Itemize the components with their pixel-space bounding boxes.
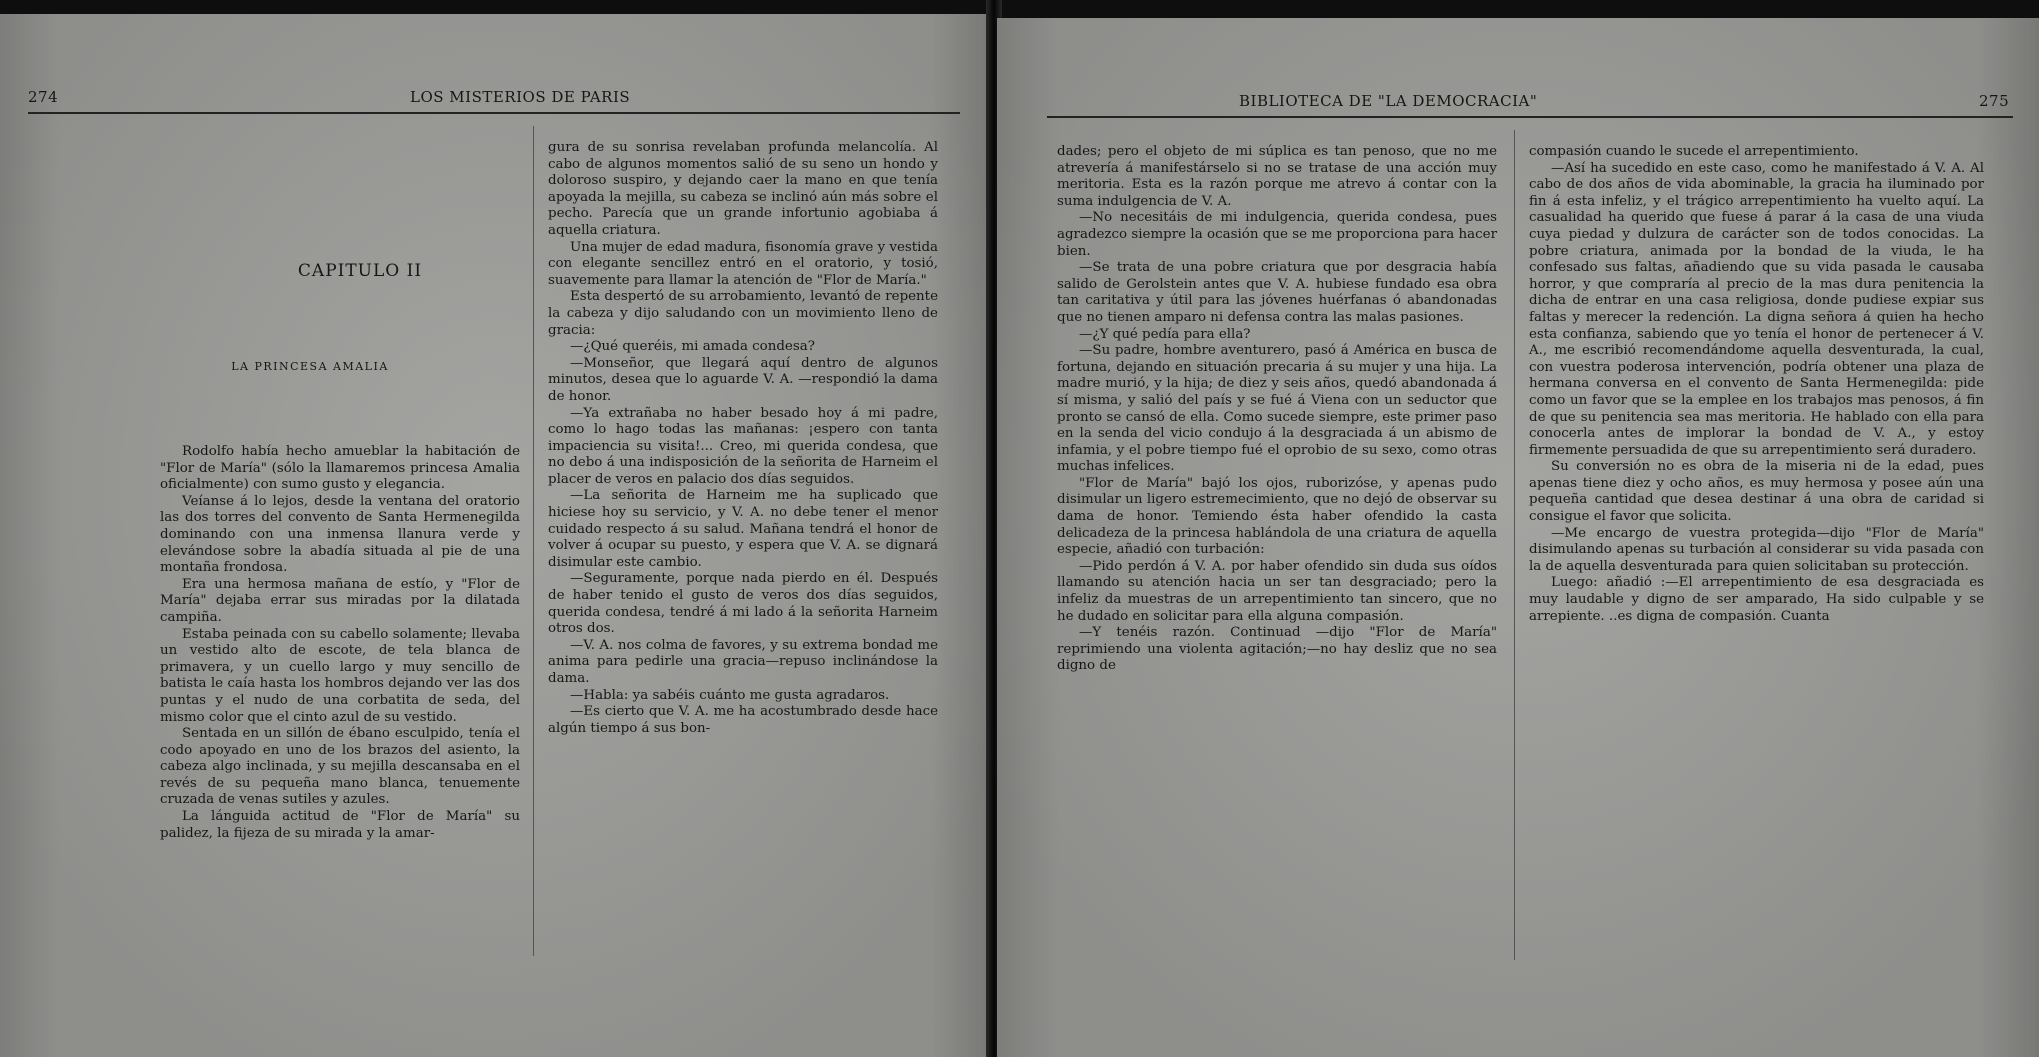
- paragraph: Esta despertó de su arrobamiento, levantó de repente la cabeza y dijo saludando con un movimiento lleno de gracia:: [548, 289, 938, 338]
- paragraph: Sentada en un sillón de ébano esculpido, tenía el codo apoyado en uno de los brazos del asiento, la cabeza algo inclinada, y su mejilla descansaba en el revés de su pequeña mano blanca, tenuemente cruzada de venas sutiles y azules.: [160, 726, 520, 808]
- chapter-heading: CAPITULO II: [297, 261, 423, 281]
- right-running-title: BIBLIOTECA DE "LA DEMOCRACIA": [1239, 92, 1538, 110]
- paragraph: —Monseñor, que llegará aquí dentro de algunos minutos, desea que lo aguarde V. A. —respondió la dama de honor.: [548, 355, 938, 404]
- paragraph: Una mujer de edad madura, fisonomía grave y vestida con elegante sencillez entró en el oratorio, y tosió, suavemente para llamar la atención de "Flor de María.": [548, 239, 938, 288]
- paragraph: —Así ha sucedido en este caso, como he manifestado á V. A. Al cabo de dos años de vida abominable, la gracia ha iluminado por fin á esta infeliz, y el trágico arrepentimiento ha vuelto aquí. La casualidad ha querido que fuese á parar á la casa de una viuda cuya piedad y dulzura de carácter son de todos conocidas. La pobre criatura, animada por la bondad de la viuda, le ha confesado sus faltas, añadiendo que su vida pasada le causaba horror, y que compraría al precio de la mas dura penitencia la dicha de entrar en una casa religiosa, donde pudiese expiar sus faltas y merecer la redención. La digna señora á quien ha hecho esta confianza, sabiendo que yo tenía el honor de pertenecer á V. A., me escribió recomendándome aquella desventurada, la cual, con vuestra poderosa intervención, podría obtener una plaza de hermana conversa en el convento de Santa Hermenegilda: pide como un favor que se la emplee en los trabajos mas penosos, á fin de que su penitencia sea mas meritoria. He hablado con ella para conocerla antes de implorar la bondad de V. A., y estoy firmemente persuadida de que su arrepentimiento será duradero.: [1529, 160, 1984, 458]
- left-running-title: LOS MISTERIOS DE PARIS: [410, 88, 631, 106]
- right-column-2: [1529, 144, 1984, 625]
- right-column-separator: [1514, 130, 1515, 960]
- paragraph: Estaba peinada con su cabello solamente; llevaba un vestido alto de escote, de tela blanca de primavera, y un cuello largo y muy sencillo de batista le caía hasta los hombros dejando ver las dos puntas y el nudo de una corbatita de seda, del mismo color que el cinto azul de su vestido.: [160, 626, 520, 725]
- right-page: [997, 18, 2039, 1057]
- left-column-1: [160, 444, 520, 842]
- paragraph: —Ya extrañaba no haber besado hoy á mi padre, como lo hago todas las mañanas: ¡espero con tanta impaciencia su visita!... Creo, mi querida condesa, que no debo á una indisposición de la señorita de Harneim el placer de veros en palacio dos días seguidos.: [548, 405, 938, 487]
- left-page: [0, 14, 990, 1057]
- paragraph: Rodolfo había hecho amueblar la habitación de "Flor de María" (sólo la llamaremos princesa Amalia oficialmente) con sumo gusto y elegancia.: [160, 444, 520, 493]
- right-column-1: [1057, 144, 1497, 675]
- paragraph: "Flor de María" bajó los ojos, ruborizóse, y apenas pudo disimular un ligero estremecimiento, que no dejó de observar su dama de honor. Temiendo ésta haber ofendido la casta delicadeza de la princesa hablándola de una criatura de aquella especie, añadió con turbación:: [1057, 475, 1497, 558]
- paragraph: —Me encargo de vuestra protegida—dijo "Flor de María" disimulando apenas su turbación al considerar su vida pasada con la de aquella desventurada para quien solicitaban su protección.: [1529, 525, 1984, 574]
- paragraph: —Y tenéis razón. Continuad —dijo "Flor de María" reprimiendo una violenta agitación;—no hay desliz que no sea digno de: [1057, 625, 1497, 674]
- paragraph: —No necesitáis de mi indulgencia, querida condesa, pues agradezco siempre la ocasión que se me proporciona para hacer bien.: [1057, 210, 1497, 259]
- paragraph: Luego: añadió :—El arrepentimiento de esa desgraciada es muy laudable y digno de ser amparado, Ha sido culpable y se arrepiente. ..es digna de compasión. Cuanta: [1529, 575, 1984, 624]
- chapter-subheading: LA PRINCESA AMALIA: [231, 360, 389, 373]
- right-page-number: 275: [1979, 92, 2010, 110]
- paragraph: —Es cierto que V. A. me ha acostumbrado desde hace algún tiempo á sus bon-: [548, 704, 938, 736]
- left-page-number: 274: [28, 88, 59, 106]
- paragraph: —Habla: ya sabéis cuánto me gusta agradaros.: [570, 687, 890, 703]
- paragraph: —Seguramente, porque nada pierdo en él. Después de haber tenido el gusto de veros dos días seguidos, querida condesa, tendré á mi lado á la señorita Harneim otros dos.: [548, 571, 938, 637]
- paragraph: —Se trata de una pobre criatura que por desgracia había salido de Gerolstein antes que V. A. hubiese fundado esa obra tan caritativa y útil para las jóvenes huérfanas ó abandonadas que no tienen amparo ni defensa contra las malas pasiones.: [1057, 260, 1497, 325]
- left-column-2: [548, 140, 938, 737]
- paragraph: —La señorita de Harneim me ha suplicado que hiciese hoy su servicio, y V. A. no debe tener el menor cuidado respecto á su salud. Mañana tendrá el honor de volver á ocupar su puesto, y espera que V. A. se dignará disimular este cambio.: [548, 488, 938, 570]
- paragraph: Su conversión no es obra de la miseria ni de la edad, pues apenas tiene diez y ocho años, es muy hermosa y posee aún una pequeña cantidad que desea destinar á una obra de caridad si consigue el favor que solicita.: [1529, 459, 1984, 525]
- paragraph: gura de su sonrisa revelaban profunda melancolía. Al cabo de algunos momentos salió de su seno un hondo y doloroso suspiro, y dejando caer la mano en que tenía apoyada la mejilla, su cabeza se inclinó aún más sobre el pecho. Parecía que un grande infortunio agobiaba á aquella criatura.: [548, 140, 938, 238]
- right-header-rule: [1047, 116, 2013, 118]
- left-header-rule: [28, 112, 960, 114]
- paragraph: —Pido perdón á V. A. por haber ofendido sin duda sus oídos llamando su atención hacia un ser tan desgraciado; pero la infeliz da muestras de un arrepentimiento tan sincero, que no he dudado en solicitar para ella alguna compasión.: [1057, 558, 1497, 624]
- paragraph: Veíanse á lo lejos, desde la ventana del oratorio las dos torres del convento de Santa Hermenegilda dominando con una inmensa llanura verde y elevándose sobre la abadía situada al pie de una montaña frondosa.: [160, 493, 520, 576]
- paragraph: compasión cuando le sucede el arrepentimiento.: [1529, 144, 1859, 159]
- left-column-separator: [533, 126, 534, 956]
- paragraph: La lánguida actitud de "Flor de María" su palidez, la fijeza de su mirada y la amar-: [160, 809, 520, 841]
- paragraph: —¿Y qué pedía para ella?: [1079, 326, 1251, 342]
- paragraph: dades; pero el objeto de mi súplica es tan penoso, que no me atrevería á manifestárselo si no se tratase de una acción muy meritoria. Esta es la razón porque me atrevo á contar con la suma indulgencia de V. A.: [1057, 144, 1497, 209]
- paragraph: Era una hermosa mañana de estío, y "Flor de María" dejaba errar sus miradas por la dilatada campiña.: [160, 576, 520, 625]
- paragraph: —V. A. nos colma de favores, y su extrema bondad me anima para pedirle una gracia—repuso inclinándose la dama.: [548, 637, 938, 686]
- paragraph: —Su padre, hombre aventurero, pasó á América en busca de fortuna, dejando en situación precaria á su mujer y una hija. La madre murió, y la hija; de diez y seis años, quedó abandonada á sí misma, y salió del país y se fué á Viena con un seductor que pronto se cansó de ella. Como sucede siempre, este primer paso en la senda del vicio condujo á la desgraciada á un abismo de infamia, y el pobre tiempo fué el oprobio de su sexo, como otras muchas infelices.: [1057, 343, 1497, 475]
- paragraph: —¿Qué queréis, mi amada condesa?: [570, 339, 815, 355]
